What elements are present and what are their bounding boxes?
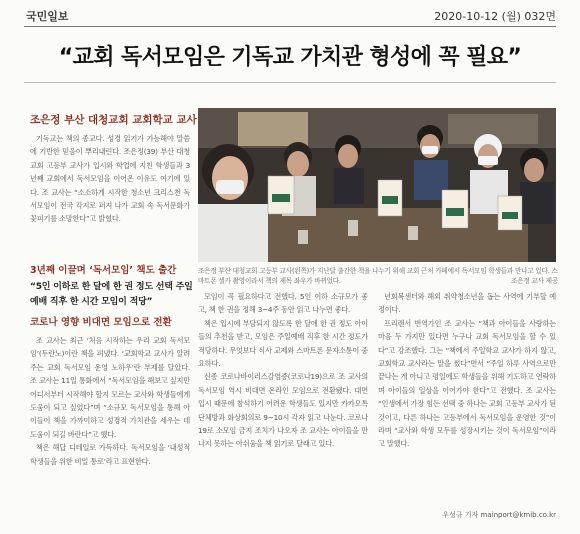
caption-text: 조은정 부산 대청교회 고등부 교사(왼쪽)가 지난달 출간한 책을 나누기 위해 교회 근처 카페에서 독서모임 학생들과 만나고 있다. 스마트폰 셀카 촬영이라서 책의 제목 좌우가 바뀌었다. (198, 267, 558, 285)
byline: 조은정 부산 대청교회 교회학교 교사 (30, 114, 197, 126)
column-1-lower-text (30, 334, 190, 468)
paragraph: 기독교는 책의 종교다. 성경 읽기가 가능해야 말씀에 기반한 믿음이 뿌리내린다. 조은정(39) 부산 대청교회 고등부 교사가 입시와 학업에 지친 학생들과 3년째 교회에서 독서모임을 이어온 이유도 여기에 있다. 조 교사는 “소소하게 시작한 청소년 크리스천 독서모임이 전국 각지로 퍼져 나가 교회 속 독서문화가 꽃피기를 소망한다”고 밝혔다. (30, 134, 190, 224)
paragraph: 책은 입시에 부담되지 않도록 한 달에 한 권 정도 아이들의 추천을 받고, 모임은 주일예배 직후 한 시간 정도가 적당하다. 무엇보다 식사 교제와 스마트폰 문자소통이 중요하다. (198, 318, 368, 369)
column-3-text (378, 290, 556, 451)
masthead: 국민일보 (26, 10, 69, 23)
paragraph: 프리랜서 번역가인 조 교사는 “책과 아이들을 사랑하는 마음 두 가지만 있다면 누구나 교회 독서모임을 할 수 있다”고 강조했다. 그는 “책에서 주일학교 교사가 하지 않고, 교회학교 교사라는 말을 썼다”면서 “주일 하루 사역으로만 끝나는 게 아니고 평일에도 학생들을 위해 기도하고 연락하며 아이들의 일상을 이어가야 한다”고 전했다. 조 교사는 “인생에서 가장 힘든 선택 중 하나는 교회 고등부 교사가 된 것이고, 다른 하나는 고등부에서 독서모임을 운영한 것”이라며 “교사와 학생 모두를 성장시키는 것이 독서모임”이라고 말했다. (378, 318, 556, 449)
headline-rule (24, 82, 556, 83)
group-photo (198, 108, 556, 262)
column-2-text (198, 290, 368, 451)
caption-credit: 조은정 교사 제공 (511, 277, 558, 285)
paragraph: 책은 해답 디테일로 가득하다. 독서모임을 ‘내성적 학생들을 위한 비밀 통로’라고 표현한다. (30, 443, 190, 466)
paragraph: 신종 코로나바이러스감염증(코로나19)으로 조 교사의 독서모임 역시 비대면 온라인 모임으로 전환됐다. 대면 입시 때문에 참석하기 어려운 학생들도 있지만 카카오톡 단체방과 화상회의로 9~10시 각자 읽고 나눈다. 코로나19로 소모임 금지 조치가 나오자 조 교사는 아이들을 만나지 못하는 아쉬움을 책 읽기로 달래고 있다. (198, 372, 368, 449)
subhead-1: 3년째 이끌며 ‘독서모임’ 책도 출간 (30, 265, 177, 276)
cafe-photo-illustration (198, 108, 556, 262)
paragraph: 년회복센터와 해외 취약청소년을 돕는 사역에 기부할 예정이다. (378, 292, 556, 315)
dateline: 2020-10-12 (월) 032면 (434, 10, 556, 23)
paragraph: 모임이 꼭 필요하다고 전했다. 5인 이하 소규모가 좋고, 책 한 권을 정해 3~4주 동안 읽고 나누면 좋다. (198, 292, 368, 315)
subhead-3: 코로나 영향 비대면 모임으로 전환 (30, 317, 172, 328)
top-rule (24, 26, 556, 27)
column-1-text (30, 132, 190, 226)
paragraph: 조 교사는 최근 ‘처음 시작하는 우리 교회 독서모임’(두란노)이란 책을 펴냈다. ‘교회학교 교사가 알려주는 교회 독서모임 운영 노하우’란 부제를 달았다. 조 교사는 11일 통화에서 “독서모임을 해보고 싶지만 어디서부터 시작해야 할지 모르는 교사와 학생들에게 도움이 되고 싶었다”며 “소규모 독서모임을 통해 아이들이 책을 가까이하고 성경적 가치관을 세우는 데 도움이 되길 바란다”고 했다. (30, 336, 190, 439)
reporter-credit: 우성규 기자 mainport@kmib.co.kr (442, 511, 556, 519)
subhead-2: “5인 이하로 한 달에 한 권 정도 선택 주일예배 직후 한 시간 모임이 적당” (30, 282, 193, 307)
headline: “교회 독서모임은 기독교 가치관 형성에 꼭 필요” (58, 45, 522, 70)
photo-caption (198, 266, 558, 286)
